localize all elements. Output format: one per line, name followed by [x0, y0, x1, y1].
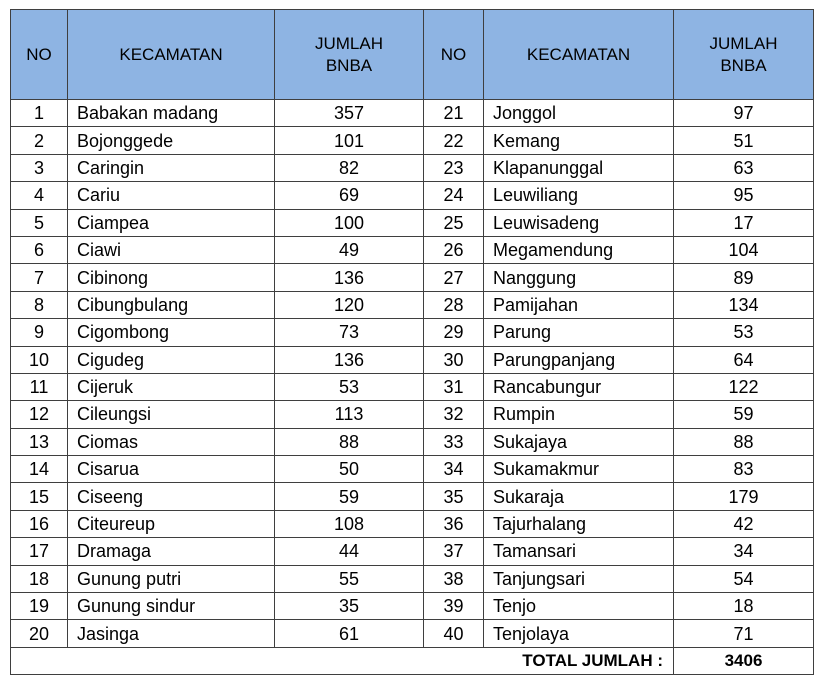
table-row — [11, 620, 814, 647]
row-no: 14 — [11, 456, 68, 483]
row-jumlah: 61 — [275, 620, 424, 647]
row-kecamatan: Gunung putri — [68, 565, 275, 592]
row-kecamatan: Cigudeg — [68, 346, 275, 373]
header-jumlah-line1: JUMLAH — [314, 33, 383, 53]
row-kecamatan: Pamijahan — [484, 291, 674, 318]
row-kecamatan: Jonggol — [484, 100, 674, 127]
row-jumlah: 50 — [275, 456, 424, 483]
row-no: 4 — [11, 182, 68, 209]
row-kecamatan: Leuwiliang — [484, 182, 674, 209]
row-no: 18 — [11, 565, 68, 592]
row-no: 26 — [424, 236, 484, 263]
row-no: 1 — [11, 100, 68, 127]
row-kecamatan: Cigombong — [68, 319, 275, 346]
row-kecamatan: Sukajaya — [484, 428, 674, 455]
row-no: 9 — [11, 319, 68, 346]
row-no: 13 — [11, 428, 68, 455]
row-no: 38 — [424, 565, 484, 592]
row-no: 27 — [424, 264, 484, 291]
row-no: 34 — [424, 456, 484, 483]
total-value: 3406 — [674, 647, 814, 674]
row-jumlah: 73 — [275, 319, 424, 346]
row-no: 35 — [424, 483, 484, 510]
row-kecamatan: Babakan madang — [68, 100, 275, 127]
row-kecamatan: Parung — [484, 319, 674, 346]
row-no: 22 — [424, 127, 484, 154]
row-kecamatan: Nanggung — [484, 264, 674, 291]
row-jumlah: 59 — [674, 401, 814, 428]
row-jumlah: 17 — [674, 209, 814, 236]
row-no: 3 — [11, 154, 68, 181]
row-kecamatan: Cisarua — [68, 456, 275, 483]
row-kecamatan: Ciseeng — [68, 483, 275, 510]
row-no: 12 — [11, 401, 68, 428]
row-kecamatan: Sukaraja — [484, 483, 674, 510]
row-no: 30 — [424, 346, 484, 373]
row-jumlah: 35 — [275, 593, 424, 620]
table-row — [11, 319, 814, 346]
row-no: 15 — [11, 483, 68, 510]
table-row — [11, 483, 814, 510]
row-jumlah: 95 — [674, 182, 814, 209]
row-no: 24 — [424, 182, 484, 209]
header-jumlah-line2: BNBA — [325, 55, 373, 75]
row-jumlah: 63 — [674, 154, 814, 181]
row-jumlah: 44 — [275, 538, 424, 565]
row-no: 21 — [424, 100, 484, 127]
table-row — [11, 538, 814, 565]
header-kecamatan-right: KECAMATAN — [484, 10, 674, 100]
row-jumlah: 54 — [674, 565, 814, 592]
table-row — [11, 209, 814, 236]
row-jumlah: 55 — [275, 565, 424, 592]
header-no-left: NO — [11, 10, 68, 100]
row-kecamatan: Caringin — [68, 154, 275, 181]
row-kecamatan: Dramaga — [68, 538, 275, 565]
row-jumlah: 59 — [275, 483, 424, 510]
header-jumlah-line1: JUMLAH — [709, 33, 778, 53]
row-jumlah: 104 — [674, 236, 814, 263]
row-kecamatan: Gunung sindur — [68, 593, 275, 620]
table-row — [11, 291, 814, 318]
row-jumlah: 51 — [674, 127, 814, 154]
row-jumlah: 134 — [674, 291, 814, 318]
row-kecamatan: Cijeruk — [68, 373, 275, 400]
row-no: 39 — [424, 593, 484, 620]
header-jumlah-left — [275, 10, 424, 100]
row-jumlah: 101 — [275, 127, 424, 154]
row-no: 32 — [424, 401, 484, 428]
row-jumlah: 100 — [275, 209, 424, 236]
row-jumlah: 120 — [275, 291, 424, 318]
row-jumlah: 88 — [674, 428, 814, 455]
row-kecamatan: Parungpanjang — [484, 346, 674, 373]
row-jumlah: 136 — [275, 264, 424, 291]
row-jumlah: 97 — [674, 100, 814, 127]
row-kecamatan: Megamendung — [484, 236, 674, 263]
row-jumlah: 18 — [674, 593, 814, 620]
row-no: 23 — [424, 154, 484, 181]
row-kecamatan: Cileungsi — [68, 401, 275, 428]
row-no: 7 — [11, 264, 68, 291]
row-jumlah: 83 — [674, 456, 814, 483]
table-row — [11, 100, 814, 127]
row-kecamatan: Ciomas — [68, 428, 275, 455]
row-jumlah: 113 — [275, 401, 424, 428]
row-kecamatan: Tajurhalang — [484, 510, 674, 537]
table-row — [11, 264, 814, 291]
row-no: 16 — [11, 510, 68, 537]
table-row — [11, 565, 814, 592]
row-jumlah: 69 — [275, 182, 424, 209]
row-no: 20 — [11, 620, 68, 647]
row-kecamatan: Kemang — [484, 127, 674, 154]
row-jumlah: 136 — [275, 346, 424, 373]
row-jumlah: 122 — [674, 373, 814, 400]
row-no: 36 — [424, 510, 484, 537]
row-no: 25 — [424, 209, 484, 236]
row-jumlah: 64 — [674, 346, 814, 373]
header-jumlah-line2: BNBA — [720, 55, 767, 75]
row-kecamatan: Klapanunggal — [484, 154, 674, 181]
row-jumlah: 53 — [674, 319, 814, 346]
row-no: 17 — [11, 538, 68, 565]
header-row — [11, 10, 814, 100]
row-jumlah: 108 — [275, 510, 424, 537]
row-no: 8 — [11, 291, 68, 318]
header-kecamatan-left: KECAMATAN — [68, 10, 275, 100]
row-kecamatan: Rumpin — [484, 401, 674, 428]
row-no: 11 — [11, 373, 68, 400]
row-kecamatan: Cariu — [68, 182, 275, 209]
table-row — [11, 127, 814, 154]
row-no: 37 — [424, 538, 484, 565]
row-kecamatan: Tanjungsari — [484, 565, 674, 592]
table-row — [11, 510, 814, 537]
row-jumlah: 179 — [674, 483, 814, 510]
row-no: 31 — [424, 373, 484, 400]
table-row — [11, 346, 814, 373]
row-no: 28 — [424, 291, 484, 318]
header-jumlah-right — [674, 10, 814, 100]
total-row — [11, 647, 814, 674]
row-kecamatan: Rancabungur — [484, 373, 674, 400]
header-no-right: NO — [424, 10, 484, 100]
table-row — [11, 373, 814, 400]
row-jumlah: 357 — [275, 100, 424, 127]
row-jumlah: 42 — [674, 510, 814, 537]
row-kecamatan: Tenjolaya — [484, 620, 674, 647]
row-kecamatan: Leuwisadeng — [484, 209, 674, 236]
row-kecamatan: Tamansari — [484, 538, 674, 565]
row-kecamatan: Tenjo — [484, 593, 674, 620]
row-no: 29 — [424, 319, 484, 346]
bnba-table — [10, 9, 814, 675]
row-kecamatan: Jasinga — [68, 620, 275, 647]
row-kecamatan: Citeureup — [68, 510, 275, 537]
row-no: 19 — [11, 593, 68, 620]
total-label: TOTAL JUMLAH : — [11, 647, 674, 674]
table-row — [11, 593, 814, 620]
table-row — [11, 182, 814, 209]
row-kecamatan: Ciawi — [68, 236, 275, 263]
row-no: 5 — [11, 209, 68, 236]
row-jumlah: 71 — [674, 620, 814, 647]
row-no: 2 — [11, 127, 68, 154]
table-row — [11, 236, 814, 263]
row-jumlah: 34 — [674, 538, 814, 565]
row-kecamatan: Cibinong — [68, 264, 275, 291]
row-no: 6 — [11, 236, 68, 263]
row-no: 33 — [424, 428, 484, 455]
row-kecamatan: Ciampea — [68, 209, 275, 236]
table-row — [11, 401, 814, 428]
table-row — [11, 456, 814, 483]
row-jumlah: 53 — [275, 373, 424, 400]
table-row — [11, 154, 814, 181]
row-kecamatan: Sukamakmur — [484, 456, 674, 483]
row-jumlah: 89 — [674, 264, 814, 291]
row-no: 40 — [424, 620, 484, 647]
row-jumlah: 82 — [275, 154, 424, 181]
row-jumlah: 88 — [275, 428, 424, 455]
row-no: 10 — [11, 346, 68, 373]
row-kecamatan: Cibungbulang — [68, 291, 275, 318]
table-body — [11, 100, 814, 648]
row-kecamatan: Bojonggede — [68, 127, 275, 154]
row-jumlah: 49 — [275, 236, 424, 263]
table-row — [11, 428, 814, 455]
